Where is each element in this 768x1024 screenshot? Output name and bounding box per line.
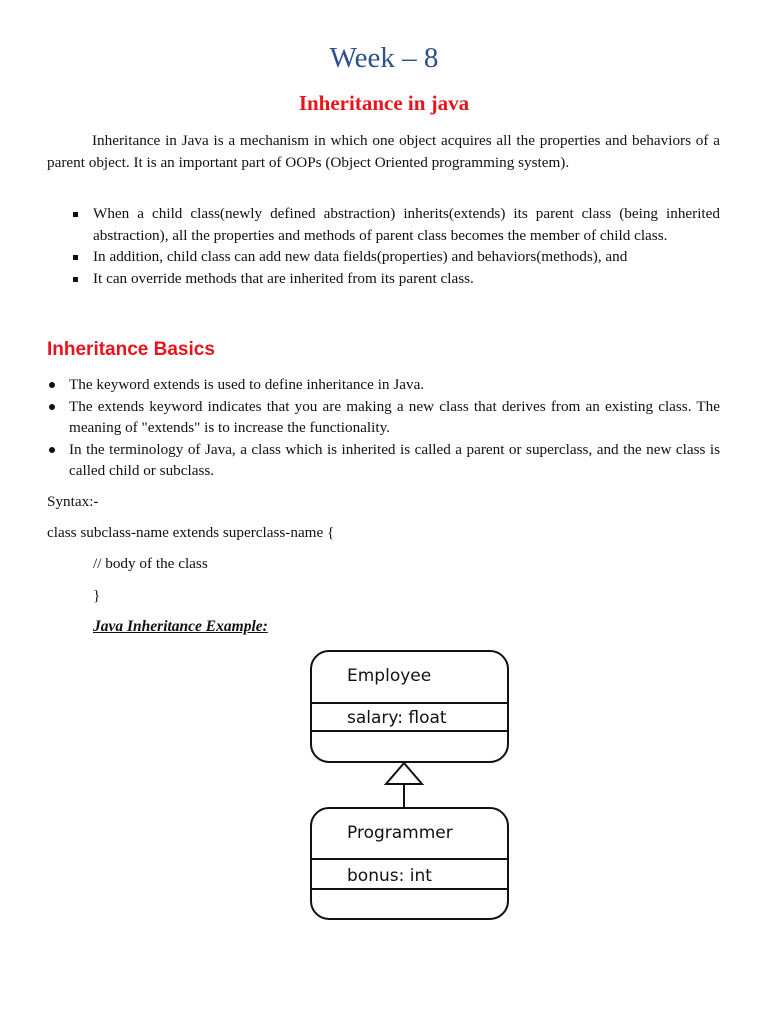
programmer-class-name: Programmer xyxy=(347,823,453,843)
list-item-text: In addition, child class can add new data fields(properties) and behaviors(methods), and xyxy=(93,248,628,265)
syntax-line-class: class subclass-name extends superclass-name { xyxy=(47,524,335,541)
list-item-text: It can override methods that are inherited from its parent class. xyxy=(93,269,474,287)
list-item-text: The keyword extends is used to define inheritance in Java. xyxy=(69,376,425,393)
intro-paragraph: Inheritance in Java is a mechanism in which one object acquires all the properties and behaviors of a parent object. It is an important part of OOPs (Object Oriented programming system). xyxy=(47,132,720,171)
inheritance-arrow xyxy=(386,763,422,808)
list-item-text: In the terminology of Java, a class which is inherited is called a parent or superclass, and the new class is called child or subclass. xyxy=(69,440,720,479)
list-item-text: The extends keyword indicates that you are making a new class that derives from an existing class. The meaning of "extends" is to increase the functionality. xyxy=(69,397,720,436)
employee-class-box xyxy=(311,651,508,762)
syntax-line-body: // body of the class xyxy=(93,555,208,572)
example-heading: Java Inheritance Example: xyxy=(93,618,268,635)
section-heading-basics: Inheritance Basics xyxy=(47,339,215,360)
programmer-class-field: bonus: int xyxy=(347,866,432,886)
employee-class-name: Employee xyxy=(347,666,432,686)
programmer-class-box xyxy=(311,808,508,919)
generalization-arrowhead-icon xyxy=(386,763,422,784)
employee-class-field: salary: float xyxy=(347,708,447,728)
syntax-line-close: } xyxy=(93,587,101,604)
subtitle: Inheritance in java xyxy=(298,91,470,115)
page-title: Week – 8 xyxy=(329,42,439,74)
list-item-text: When a child class(newly defined abstraction) inherits(extends) its parent class (being inherited abstraction), all the properties and methods of parent class becomes the member of child class. xyxy=(93,205,720,244)
syntax-label: Syntax:- xyxy=(47,493,99,510)
